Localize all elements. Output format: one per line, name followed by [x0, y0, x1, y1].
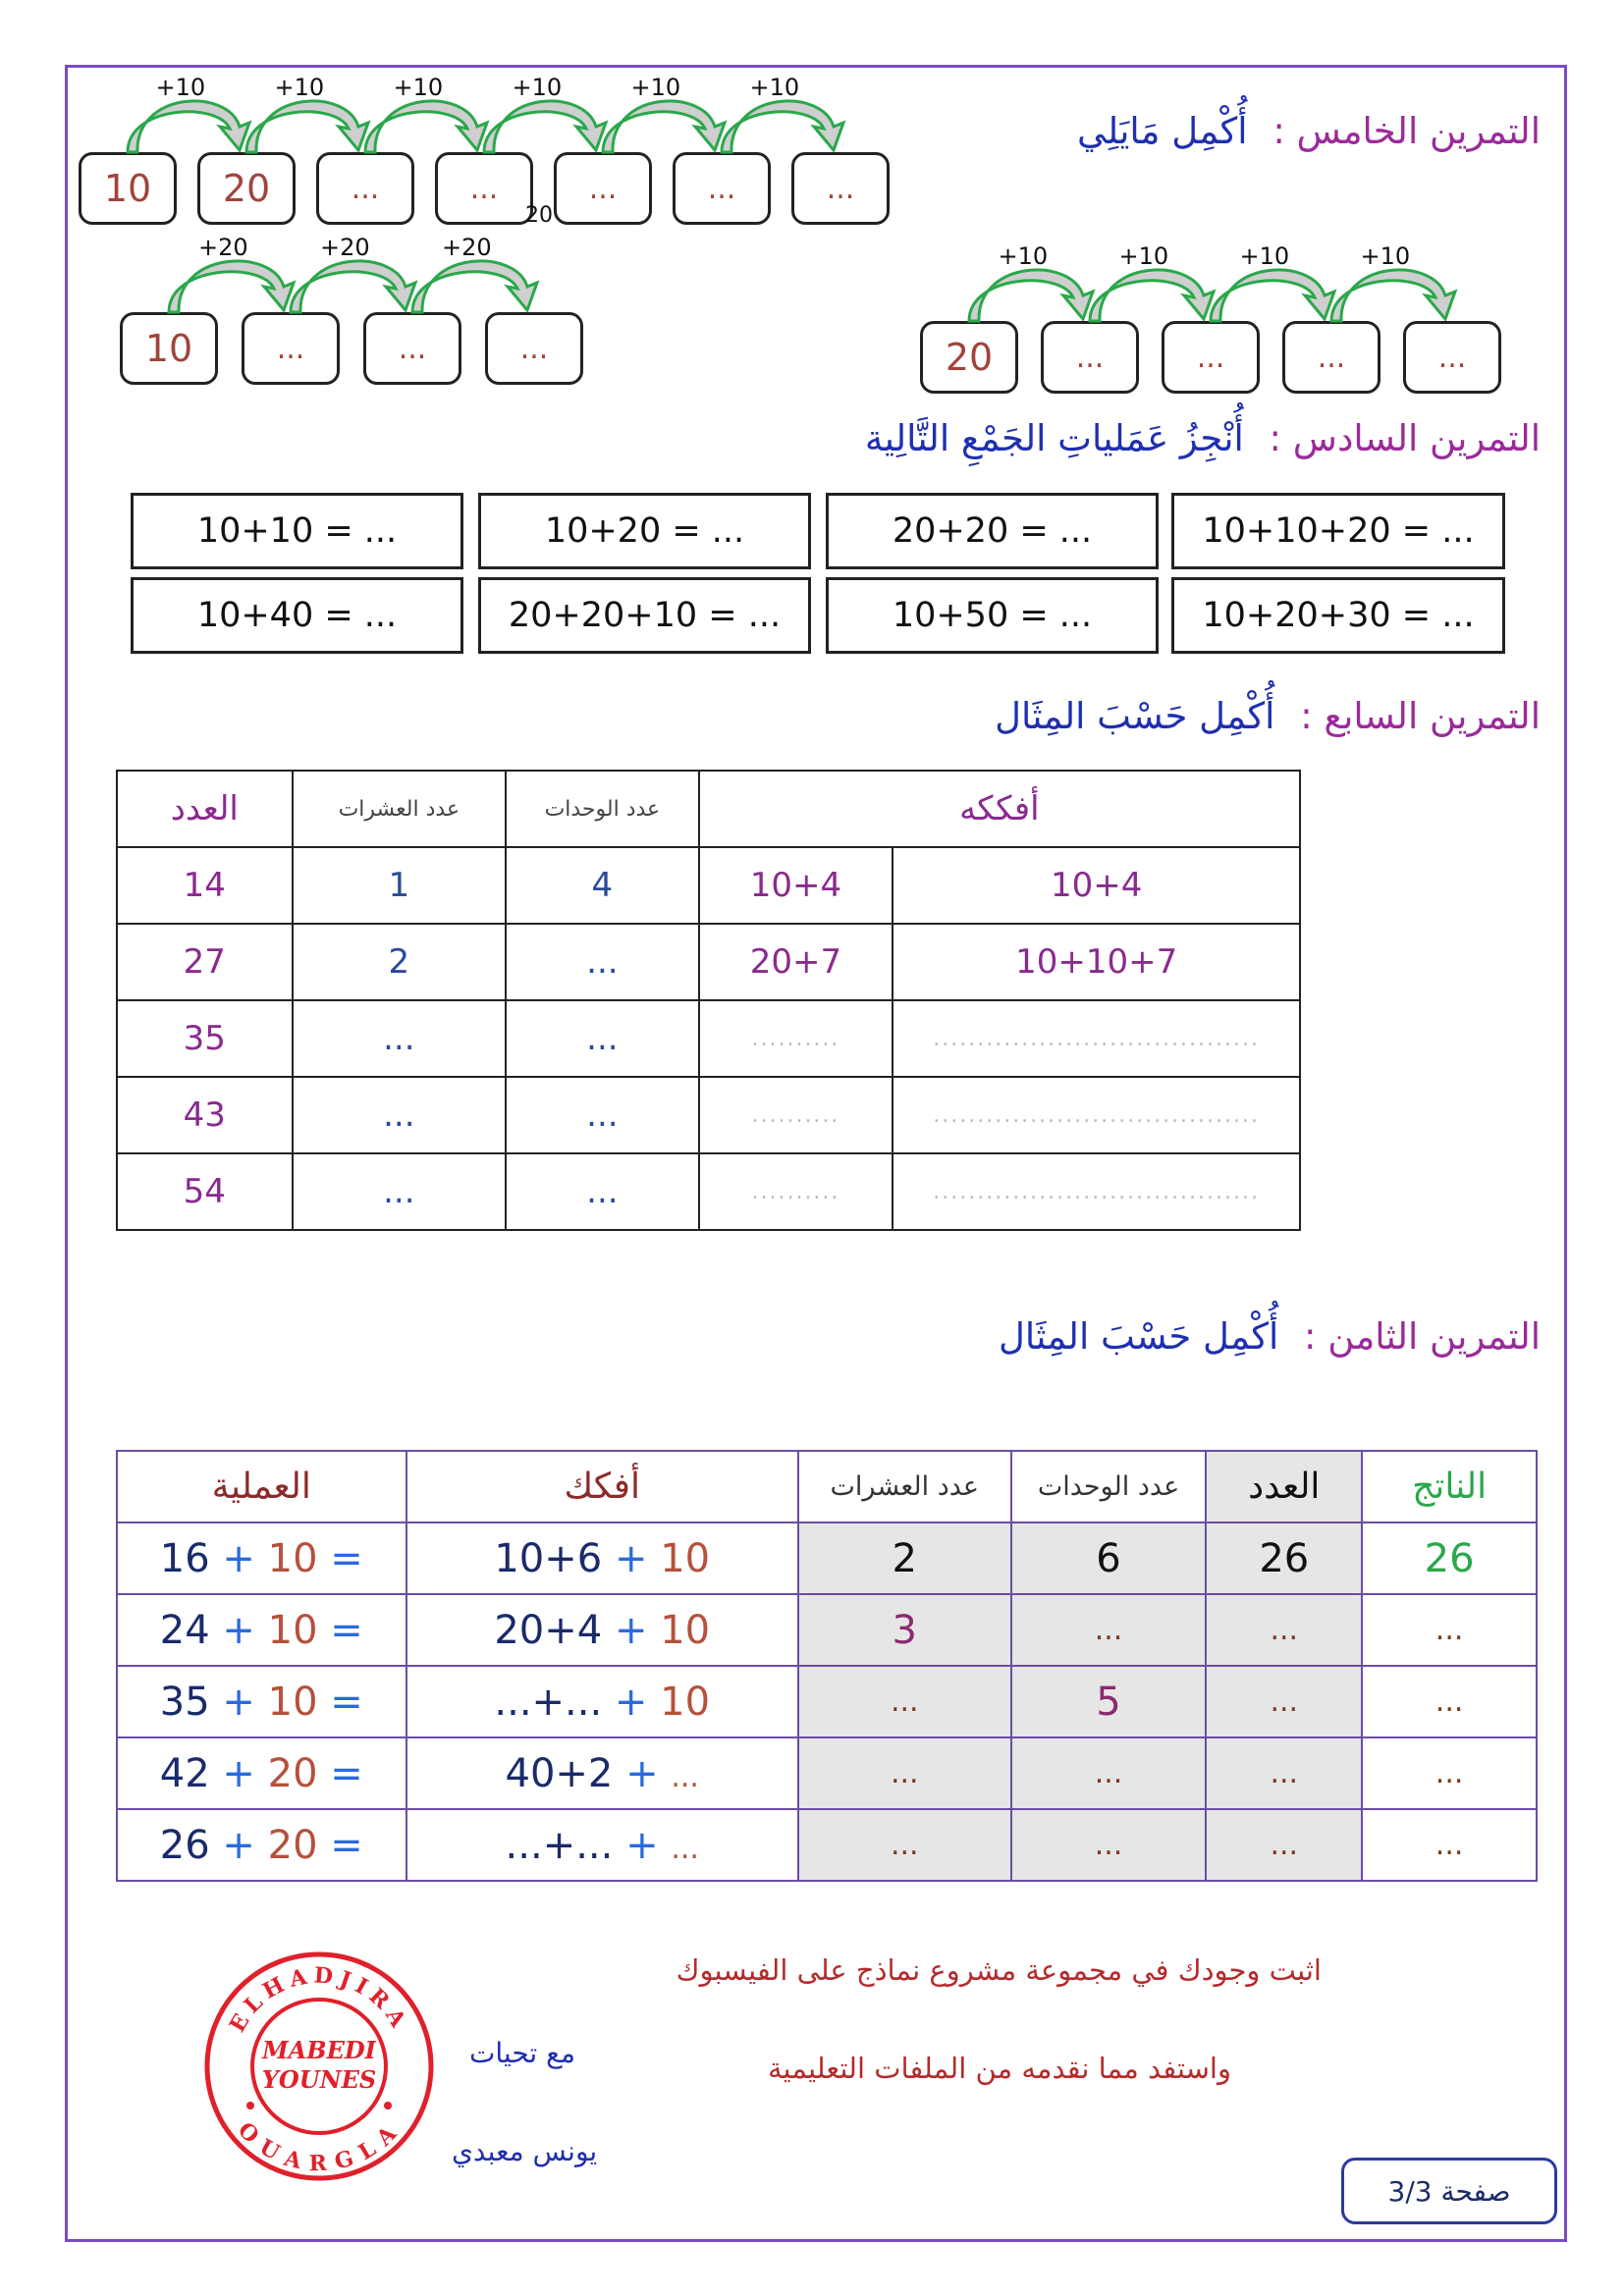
sequence-box: 10 — [120, 312, 218, 385]
step-label: +10 — [1118, 242, 1169, 270]
ex7-decomp-b: ..................................... — [893, 1153, 1300, 1230]
ex7-header-tens: عدد العشرات — [293, 771, 507, 847]
table-row — [117, 1153, 1300, 1230]
ex7-number: 14 — [117, 847, 293, 924]
ex8-result: ... — [1362, 1666, 1537, 1737]
ex6-op: 10+10 = ... — [131, 493, 463, 569]
step-label: +10 — [274, 74, 325, 101]
footer-author: يونس معبدي — [452, 2135, 598, 2167]
sequence-box: ... — [791, 152, 890, 225]
ex8-decompose: 20+4 + 10 — [406, 1594, 798, 1666]
ex8-number: ... — [1206, 1666, 1362, 1737]
ex8-operation: 16 + 10 = — [117, 1522, 406, 1594]
ex7-units: 4 — [506, 847, 699, 924]
ex6-op: 10+10+20 = ... — [1171, 493, 1505, 569]
ex6-op: 10+20+30 = ... — [1171, 577, 1505, 654]
ex5-title — [1077, 110, 1541, 152]
step-label: +20 — [442, 234, 492, 261]
ex8-operation: 24 + 10 = — [117, 1594, 406, 1666]
ex8-header-tens: عدد العشرات — [798, 1451, 1011, 1522]
step-label: +10 — [512, 74, 563, 101]
ex7-units: ... — [506, 1077, 699, 1153]
ex7-table — [116, 770, 1301, 1231]
ex8-decompose: ...+... + ... — [406, 1809, 798, 1881]
ex7-decomp-b: 10+10+7 — [893, 924, 1300, 1000]
table-row — [117, 924, 1300, 1000]
ex7-header-units: عدد الوحدات — [506, 771, 699, 847]
ex8-units: ... — [1011, 1594, 1207, 1666]
ex6-op: 10+40 = ... — [131, 577, 463, 654]
step-label: +10 — [155, 74, 206, 101]
ex7-number: 35 — [117, 1000, 293, 1077]
ex8-header-decompose: أفكك — [406, 1451, 798, 1522]
ex8-units: ... — [1011, 1809, 1207, 1881]
ex8-instruction: أُكْمِل حَسْبَ المِثَال — [998, 1315, 1279, 1358]
ex7-tens: ... — [293, 1000, 507, 1077]
sequence-box: ... — [1041, 321, 1139, 394]
svg-text:MABEDI: MABEDI — [262, 2036, 376, 2064]
sequence-box: ... — [673, 152, 771, 225]
table-row — [117, 1077, 1300, 1153]
table-row — [117, 847, 1300, 924]
ex8-operation: 35 + 10 = — [117, 1666, 406, 1737]
footer-greeting: مع تحيات — [469, 2037, 576, 2069]
table-row — [117, 1522, 1537, 1594]
ex7-title-label: التمرين السابع : — [1300, 695, 1541, 737]
ex8-title — [999, 1315, 1541, 1358]
sequence-box: ... — [363, 312, 461, 385]
sequence-box: 20 — [197, 152, 296, 225]
ex5-instruction: أُكْمِل مَايَلِي — [1077, 110, 1248, 152]
sequence-box: ... — [1162, 321, 1260, 394]
ex8-units: ... — [1011, 1737, 1207, 1809]
ex8-header-result: الناتج — [1362, 1451, 1537, 1522]
table-row — [117, 1666, 1537, 1737]
ex8-units: 6 — [1011, 1522, 1207, 1594]
ex7-tens: 1 — [293, 847, 507, 924]
ex8-tens: ... — [798, 1737, 1011, 1809]
ex7-header-number: العدد — [117, 771, 293, 847]
ex8-result: 26 — [1362, 1522, 1537, 1594]
table-row — [117, 1594, 1537, 1666]
ex8-number: ... — [1206, 1809, 1362, 1881]
curved-arrow-icon — [1322, 270, 1467, 329]
table-row — [117, 1737, 1537, 1809]
ex8-tens: ... — [798, 1809, 1011, 1881]
step-label: +10 — [1239, 242, 1290, 270]
ex7-units: ... — [506, 924, 699, 1000]
ex7-tens: 2 — [293, 924, 507, 1000]
ex8-decompose: 40+2 + ... — [406, 1737, 798, 1809]
ex7-decomp-a: .......... — [699, 1153, 893, 1230]
step-label: +10 — [630, 74, 681, 101]
ex8-operation: 42 + 20 = — [117, 1737, 406, 1809]
ex7-title — [995, 695, 1541, 737]
ex8-result: ... — [1362, 1594, 1537, 1666]
ex7-tens: ... — [293, 1077, 507, 1153]
footer-line2: واستفد مما نقدمه من الملفات التعليمية — [767, 2052, 1231, 2085]
step-label: +10 — [393, 74, 444, 101]
ex8-header-units: عدد الوحدات — [1011, 1451, 1207, 1522]
table-row — [117, 1000, 1300, 1077]
sequence-box: 20 — [920, 321, 1018, 394]
ex8-tens: 2 — [798, 1522, 1011, 1594]
step-label: +10 — [749, 74, 800, 101]
ex7-decomp-b: ..................................... — [893, 1077, 1300, 1153]
ex8-result: ... — [1362, 1737, 1537, 1809]
step-label: +10 — [1360, 242, 1411, 270]
step-label: +20 — [320, 234, 370, 261]
ex8-header-number: العدد — [1206, 1451, 1362, 1522]
ex6-instruction: أُنْجِزُ عَمَلياتِ الجَمْعِ التَّالِية — [864, 417, 1244, 459]
step-label: +10 — [998, 242, 1049, 270]
ex6-op: 20+20+10 = ... — [478, 577, 811, 654]
ex7-decomp-a: .......... — [699, 1000, 893, 1077]
sequence-box: 10 — [79, 152, 177, 225]
ex7-header-decompose: أفككه — [699, 771, 1300, 847]
ex8-decompose: 10+6 + 10 — [406, 1522, 798, 1594]
ex7-decomp-a: 20+7 — [699, 924, 893, 1000]
ex8-decompose: ...+... + 10 — [406, 1666, 798, 1737]
sequence-box: ... — [554, 152, 652, 225]
curved-arrow-icon — [712, 101, 855, 160]
svg-text:YOUNES: YOUNES — [261, 2065, 377, 2094]
ex8-result: ... — [1362, 1809, 1537, 1881]
sequence-box: ... — [435, 152, 533, 225]
ex8-tens: ... — [798, 1666, 1011, 1737]
page-number: صفحة 3/3 — [1387, 2174, 1511, 2208]
ex8-units: 5 — [1011, 1666, 1207, 1737]
ex7-units: ... — [506, 1000, 699, 1077]
ex8-number: 26 — [1206, 1522, 1362, 1594]
sequence-box: ... — [485, 312, 583, 385]
ex6-op: 20+20 = ... — [826, 493, 1159, 569]
ex8-tens: 3 — [798, 1594, 1011, 1666]
ex8-number: ... — [1206, 1737, 1362, 1809]
svg-text:ELHADJIRA: ELHADJIRA — [224, 1962, 414, 2037]
ex7-instruction: أُكْمِل حَسْبَ المِثَال — [995, 695, 1275, 737]
ex8-table — [116, 1450, 1538, 1882]
ex6-op: 10+20 = ... — [478, 493, 811, 569]
step-label: +20 — [198, 234, 248, 261]
ex7-decomp-a: .......... — [699, 1077, 893, 1153]
ex7-number: 54 — [117, 1153, 293, 1230]
footer-line1: اثبت وجودك في مجموعة مشروع نماذج على الفيسبوك — [676, 1953, 1322, 1987]
curved-arrow-icon — [403, 261, 549, 320]
sequence-box: ... — [242, 312, 340, 385]
ex7-decomp-b: 10+4 — [893, 847, 1300, 924]
ex8-title-label: التمرين الثامن : — [1304, 1315, 1541, 1358]
svg-text:OUARGLA: OUARGLA — [232, 2116, 406, 2177]
ex7-tens: ... — [293, 1153, 507, 1230]
ex7-decomp-a: 10+4 — [699, 847, 893, 924]
ex6-title — [865, 417, 1541, 459]
ex6-op: 10+50 = ... — [826, 577, 1159, 654]
sequence-box: ... — [1282, 321, 1380, 394]
ex7-number: 43 — [117, 1077, 293, 1153]
ex7-number: 27 — [117, 924, 293, 1000]
page-number-box — [1341, 2158, 1557, 2224]
sequence-box: ... — [1403, 321, 1501, 394]
ex5-stray-number: 20 — [525, 203, 553, 228]
sequence-box: ... — [316, 152, 414, 225]
ex8-number: ... — [1206, 1594, 1362, 1666]
stamp-seal — [201, 1949, 437, 2184]
ex8-header-operation: العملية — [117, 1451, 406, 1522]
ex8-operation: 26 + 20 = — [117, 1809, 406, 1881]
table-row — [117, 1809, 1537, 1881]
ex7-units: ... — [506, 1153, 699, 1230]
ex5-title-label: التمرين الخامس : — [1272, 110, 1541, 152]
ex6-title-label: التمرين السادس : — [1269, 417, 1541, 459]
ex7-decomp-b: ..................................... — [893, 1000, 1300, 1077]
